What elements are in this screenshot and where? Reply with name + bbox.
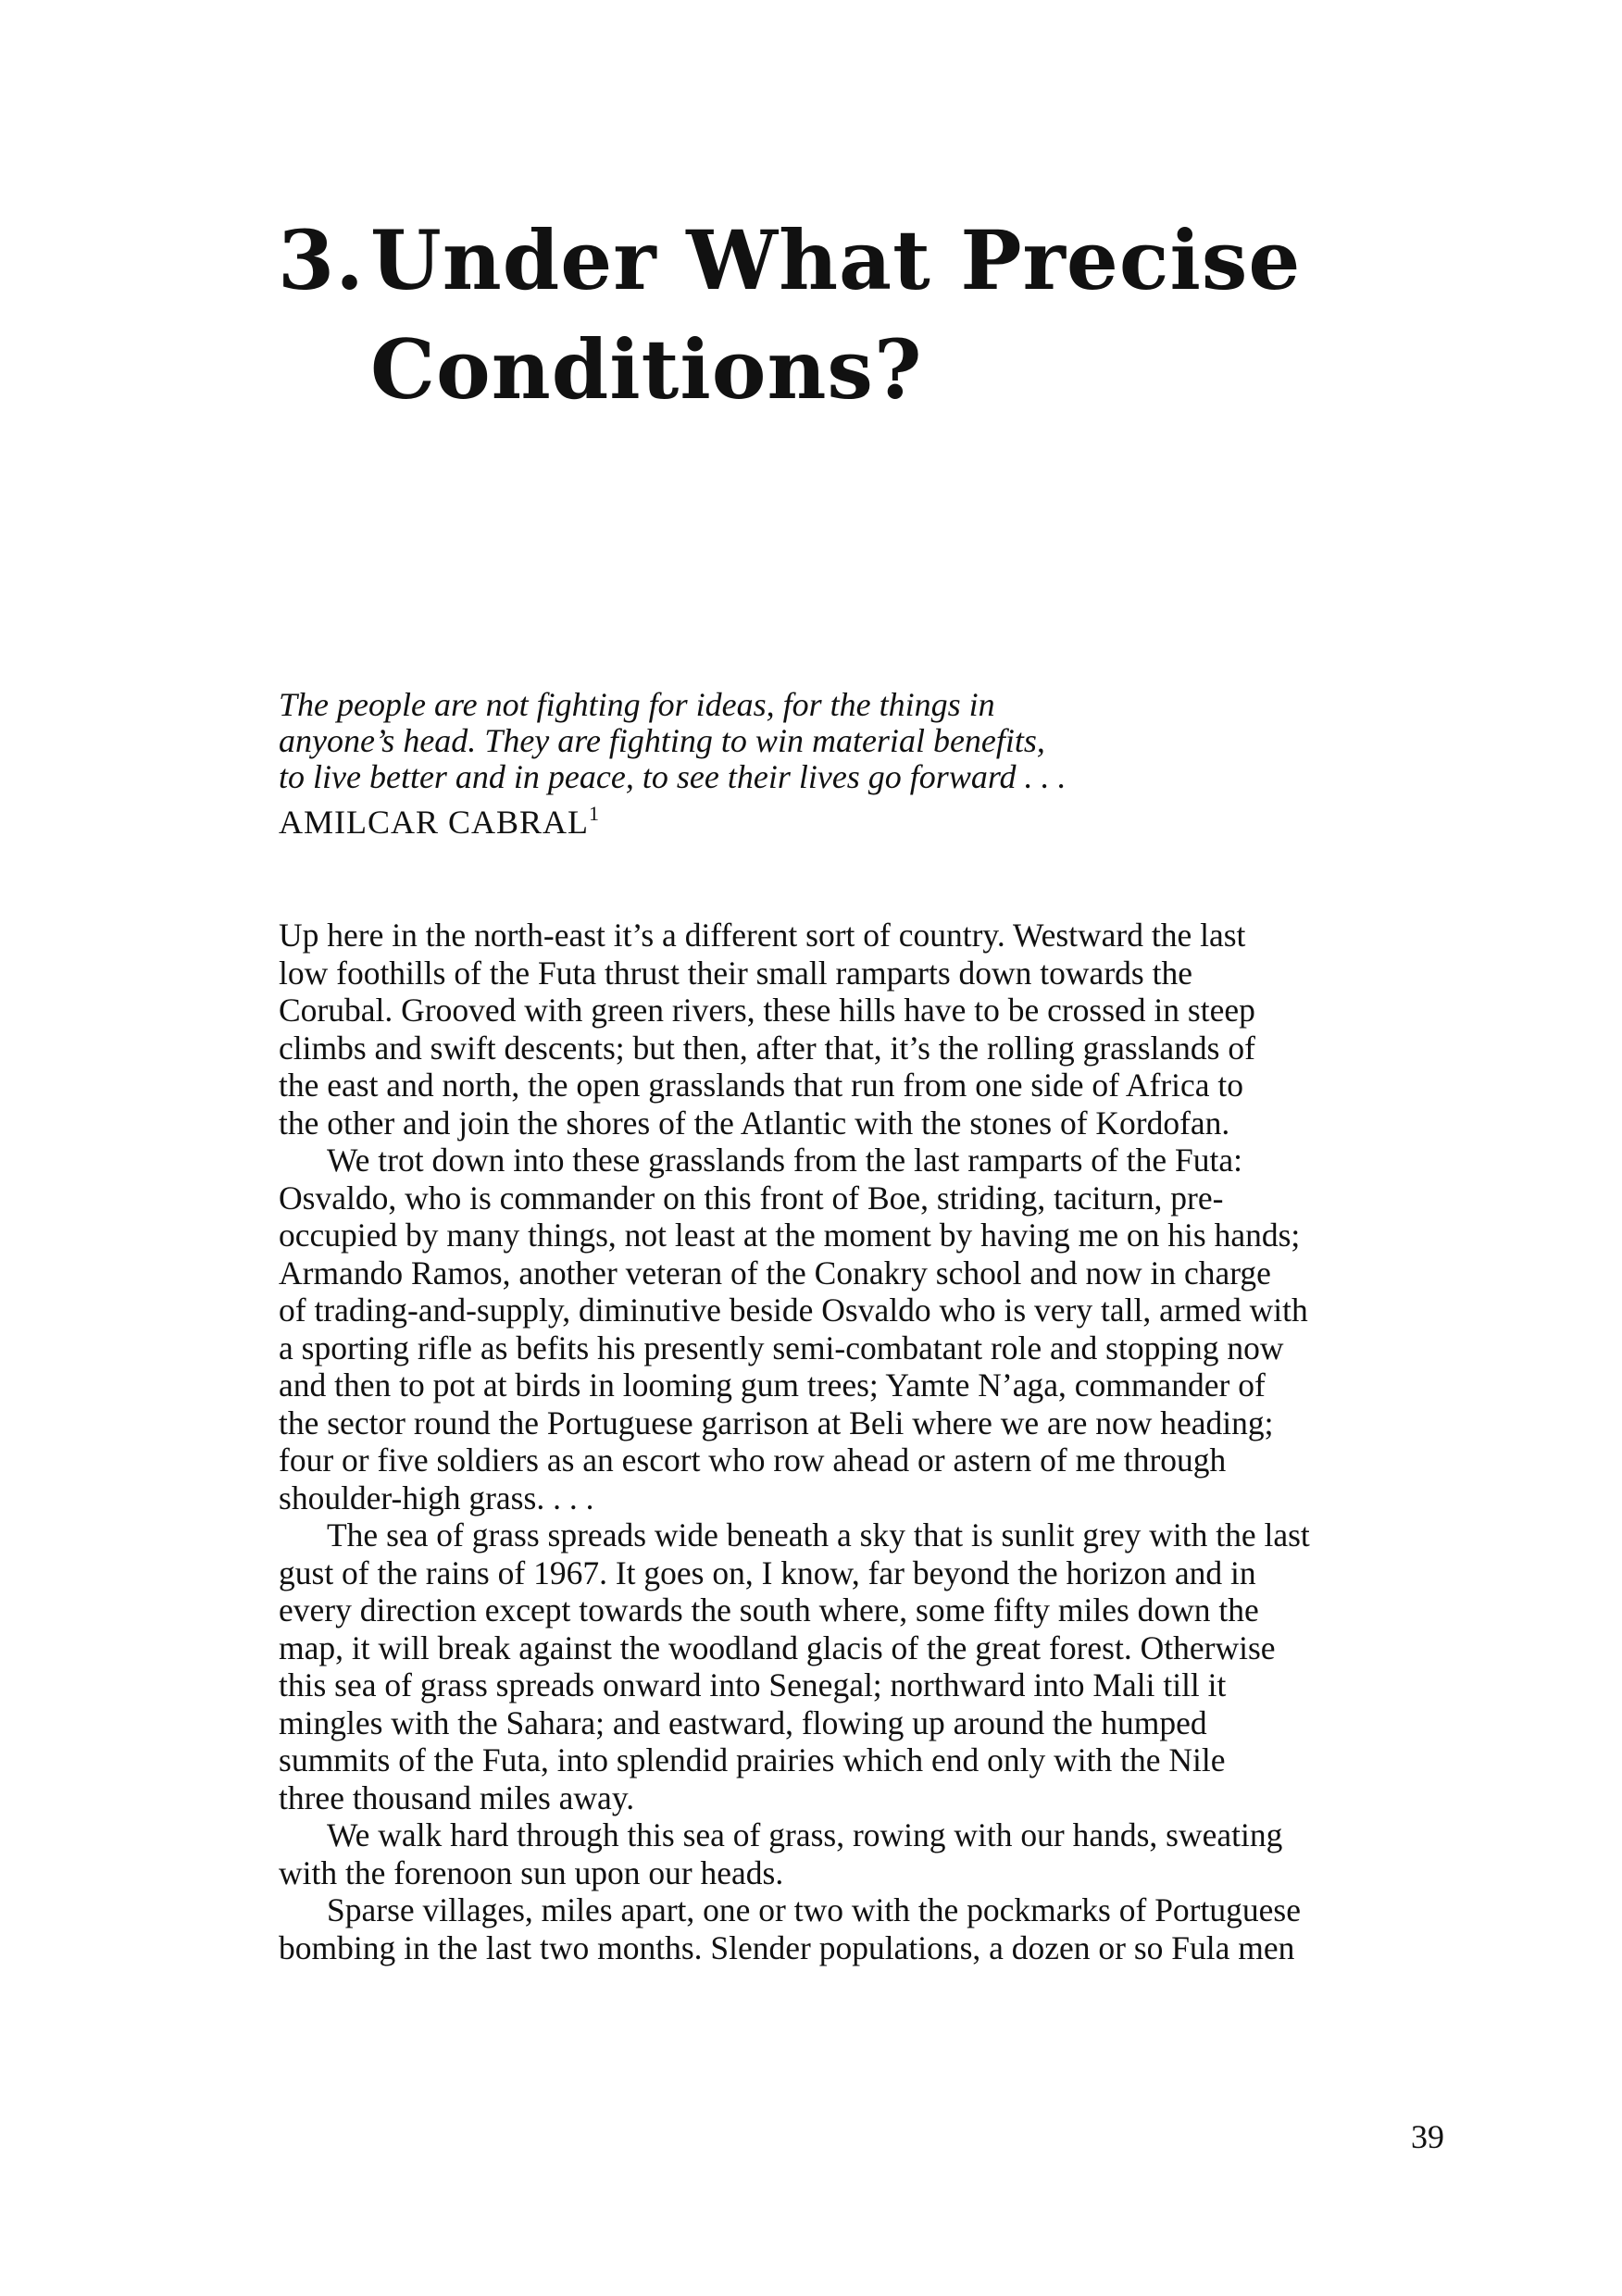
text-line: Up here in the north-east it’s a different sort of country. Westward the last [279,917,1246,954]
text-line: gust of the rains of 1967. It goes on, I know, far beyond the horizon and in [279,1554,1256,1591]
paragraph [279,917,1445,1142]
text-line: Armando Ramos, another veteran of the Conakry school and now in charge [279,1254,1271,1292]
text-line: Sparse villages, miles apart, one or two with the pockmarks of Portuguese [327,1891,1301,1928]
text-line: We walk hard through this sea of grass, rowing with our hands, sweating [327,1816,1283,1853]
text-line: mingles with the Sahara; and eastward, flowing up around the humped [279,1703,1207,1741]
text-line: bombing in the last two months. Slender populations, a dozen or so Fula men [279,1928,1295,1966]
text-line: map, it will break against the woodland glacis of the great forest. Otherwise [279,1628,1276,1666]
epigraph-quote [279,687,1390,795]
text-line: four or five soldiers as an escort who row ahead or astern of me through [279,1441,1227,1479]
paragraph [279,1516,1445,1816]
chapter-title-line-1: Under What Precise [370,212,1302,308]
epigraph-author-name: AMILCAR CABRAL [279,804,590,841]
text-line: Osvaldo, who is commander on this front of Boe, striding, taciturn, pre- [279,1179,1224,1217]
paragraph [279,1816,1445,1891]
text-line: climbs and swift descents; but then, after that, it’s the rolling grasslands of [279,1029,1255,1067]
text-line: The sea of grass spreads wide beneath a sky that is sunlit grey with the last [327,1516,1310,1554]
text-line: with the forenoon sun upon our heads. [279,1853,784,1891]
paragraph [279,1891,1445,1966]
text-line: low foothills of the Futa thrust their small ramparts down towards the [279,954,1192,992]
text-line: the sector round the Portuguese garrison at Beli where we are now heading; [279,1404,1274,1441]
text-line: of trading-and-supply, diminutive beside Osvaldo who is very tall, armed with [279,1292,1308,1329]
text-line: occupied by many things, not least at the moment by having me on his hands; [279,1217,1301,1254]
epigraph [279,687,1390,841]
text-line: summits of the Futa, into splendid prairies which end only with the Nile [279,1741,1226,1778]
text-line: We trot down into these grasslands from the last ramparts of the Futa: [327,1142,1242,1179]
text-line: a sporting rifle as befits his presently semi-combatant role and stopping now [279,1329,1284,1366]
text-line: the east and north, the open grasslands that run from one side of Africa to [279,1067,1244,1104]
chapter-number: 3. [278,212,365,308]
text-line: and then to pot at birds in looming gum trees; Yamte N’aga, commander of [279,1366,1266,1404]
body-text [279,917,1445,1966]
chapter-title [278,206,1481,424]
epigraph-author [279,795,1390,841]
epigraph-line: anyone’s head. They are fighting to win material benefits, [279,722,1045,759]
page-number: 39 [1411,2118,1444,2155]
text-line: every direction except towards the south where, some fifty miles down the [279,1591,1259,1628]
text-line: shoulder-high grass. . . . [279,1479,594,1516]
footnote-mark: 1 [589,802,601,825]
text-line: Corubal. Grooved with green rivers, these hills have to be crossed in steep [279,992,1255,1029]
epigraph-line: The people are not fighting for ideas, for the things in [279,686,995,723]
text-line: three thousand miles away. [279,1778,635,1816]
text-line: the other and join the shores of the Atlantic with the stones of Kordofan. [279,1104,1230,1142]
epigraph-line: to live better and in peace, to see their lives go forward . . . [279,758,1067,795]
paragraph [279,1142,1445,1516]
text-line: this sea of grass spreads onward into Senegal; northward into Mali till it [279,1666,1227,1703]
chapter-title-line-2: Conditions? [370,321,923,418]
